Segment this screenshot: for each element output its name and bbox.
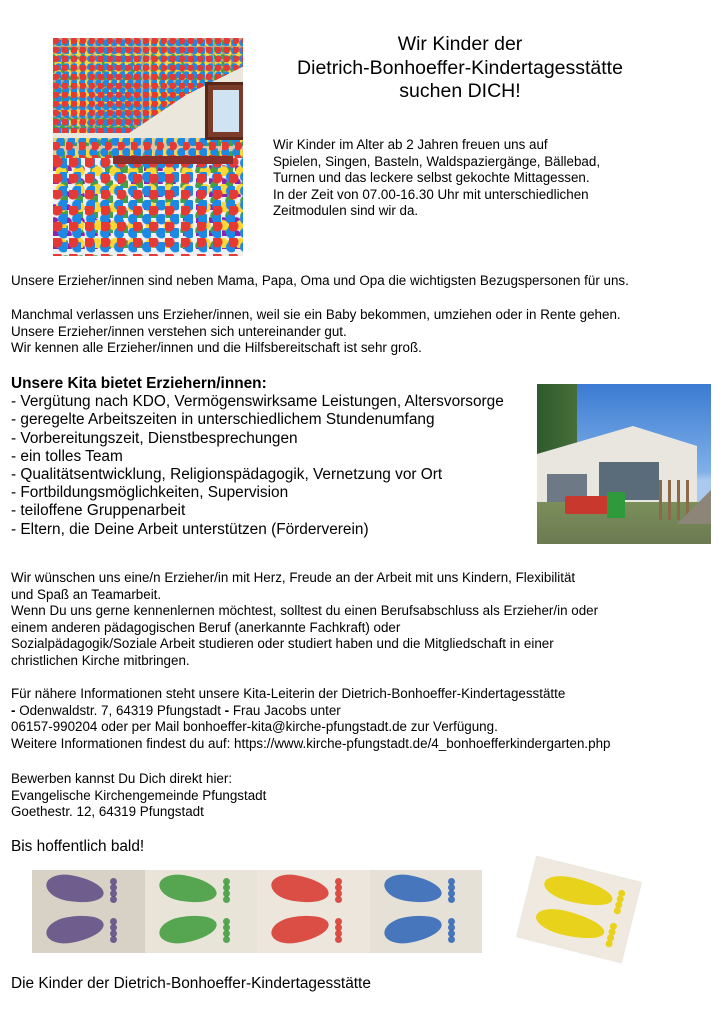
benefit-item: - Qualitätsentwicklung, Religionspädagogik, Vernetzung vor Ort: [11, 466, 443, 484]
closing-text: Bis hoffentlich bald!: [11, 838, 145, 855]
apply-line: Evangelische Kirchengemeinde Pfungstadt: [11, 787, 267, 803]
apply-address: [11, 771, 266, 821]
contact-address-line: [11, 703, 610, 720]
intro-line: Zeitmodulen sind wir da.: [273, 203, 419, 219]
benefits-heading: Unsere Kita bietet Erziehern/innen:: [11, 375, 267, 392]
wish-line: einem anderen pädagogischen Beruf (anerkannte Fachkraft) oder: [11, 619, 401, 635]
benefit-item: - Eltern, die Deine Arbeit unterstützen (Förderverein): [11, 520, 369, 538]
contact-website: Weitere Informationen findest du auf: https://www.kirche-pfungstadt.de/4_bonhoefferkindergarten.php: [11, 735, 611, 751]
apply-line: Goethestr. 12, 64319 Pfungstadt: [11, 804, 204, 820]
benefit-item: - Vergütung nach KDO, Vermögenswirksame Leistungen, Altersvorsorge: [11, 393, 504, 411]
title-line-1: Wir Kinder der: [397, 33, 523, 55]
contact-phone-mail: 06157-990204 oder per Mail bonhoeffer-kita@kirche-pfungstadt.de zur Verfügung.: [11, 719, 498, 735]
intro-text: [273, 137, 600, 220]
footprints-photo: [32, 870, 482, 953]
kita-building-photo: [537, 384, 711, 544]
intro-line: Spielen, Singen, Basteln, Waldspaziergänge, Bällebad,: [273, 153, 601, 169]
wish-line: und Spaß an Teamarbeit.: [11, 586, 162, 602]
title-line-3: suchen DICH!: [399, 80, 521, 102]
benefit-item: - Vorbereitungszeit, Dienstbesprechungen: [11, 429, 298, 447]
wish-line: Wir wünschen uns eine/n Erzieher/in mit Herz, Freude an der Arbeit mit uns Kindern, Flexibilität: [11, 570, 576, 585]
wish-line: Sozialpädagogik/Soziale Arbeit studieren oder studiert haben und die Mitgliedschaft in einer: [11, 636, 554, 652]
benefit-item: - teiloffene Gruppenarbeit: [11, 502, 186, 520]
paragraph-team: [11, 307, 621, 357]
wish-line: Wenn Du uns gerne kennenlernen möchtest, solltest du einen Berufsabschluss als Erzieher/in oder: [11, 603, 599, 619]
benefits-list: [11, 375, 504, 539]
contact-info: [11, 686, 610, 752]
intro-line: Turnen und das leckere selbst gekochte Mittagessen.: [273, 170, 590, 186]
team-line: Wir kennen alle Erzieher/innen und die Hilfsbereitschaft ist sehr groß.: [11, 340, 422, 356]
title-line-2: Dietrich-Bonhoeffer-Kindertagesstätte: [297, 56, 623, 79]
team-line: Manchmal verlassen uns Erzieher/innen, weil sie ein Baby bekommen, umziehen oder in Rente gehen.: [11, 307, 621, 322]
paragraph-bezug: Unsere Erzieher/innen sind neben Mama, Papa, Oma und Opa die wichtigsten Bezugspersonen für uns.: [11, 273, 629, 288]
intro-line: Wir Kinder im Alter ab 2 Jahren freuen uns auf: [273, 137, 548, 152]
yellow-footprints-photo: [517, 856, 642, 963]
apply-line: Bewerben kannst Du Dich direkt hier:: [11, 771, 233, 786]
team-line: Unsere Erzieher/innen verstehen sich untereinander gut.: [11, 323, 347, 339]
page-title: [255, 33, 665, 104]
ball-pit-photo: [53, 38, 243, 256]
signature-text: Die Kinder der Dietrich-Bonhoeffer-Kindertagesstätte: [11, 975, 371, 992]
wish-line: christlichen Kirche mitbringen.: [11, 652, 190, 668]
benefit-item: - ein tolles Team: [11, 447, 123, 465]
benefit-item: - Fortbildungsmöglichkeiten, Supervision: [11, 484, 289, 502]
contact-line: Für nähere Informationen steht unsere Kita-Leiterin der Dietrich-Bonhoeffer-Kindertagesstätte: [11, 686, 566, 701]
paragraph-wish: [11, 570, 598, 670]
contact-person: Frau Jacobs unter: [229, 702, 341, 718]
dash-bold: -: [224, 702, 230, 718]
dash-bold: -: [11, 702, 20, 718]
benefit-item: - geregelte Arbeitszeiten in unterschiedlichem Stundenumfang: [11, 411, 435, 429]
intro-line: In der Zeit von 07.00-16.30 Uhr mit unterschiedlichen: [273, 186, 589, 202]
contact-address: Odenwaldstr. 7, 64319 Pfungstadt: [19, 702, 225, 718]
